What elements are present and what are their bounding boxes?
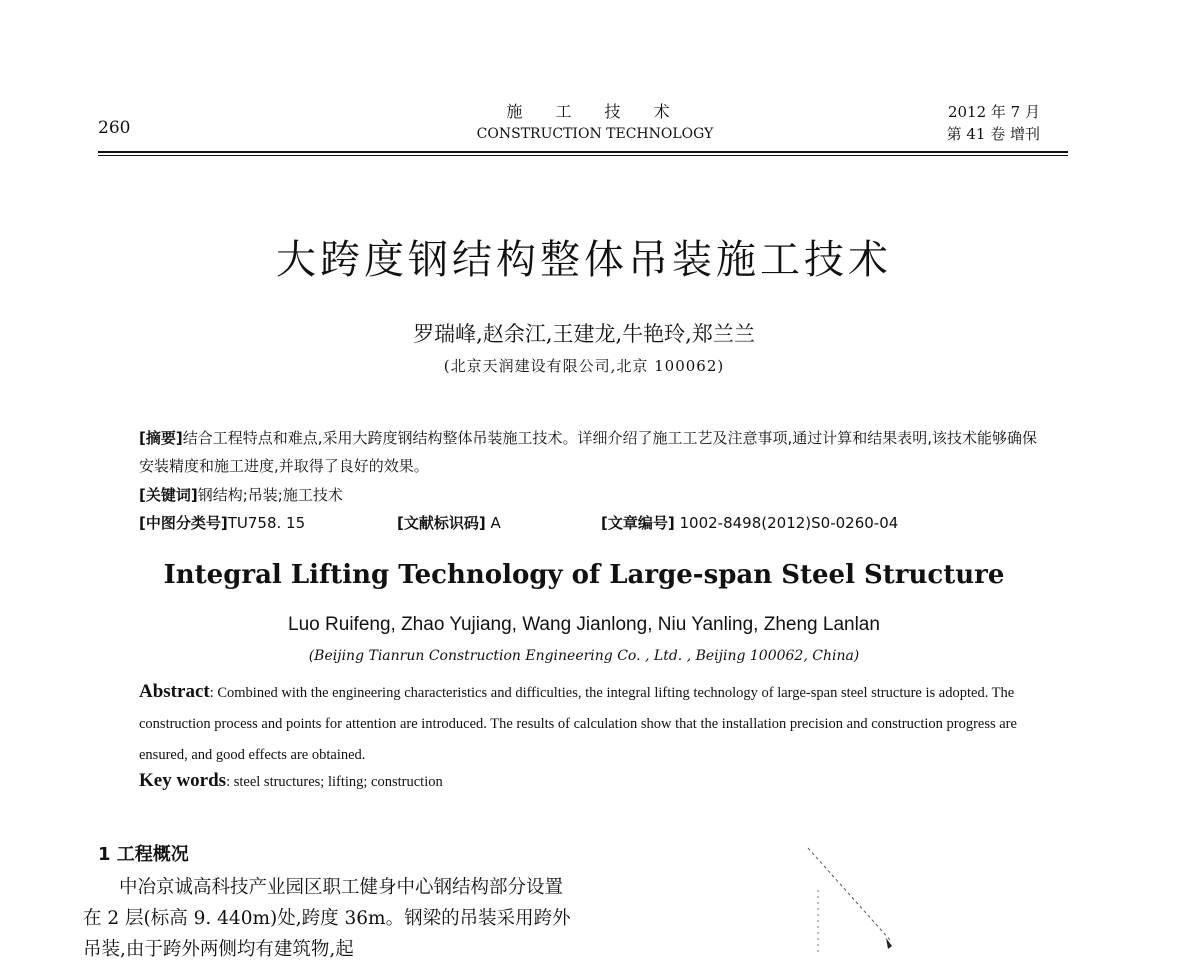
- abstract-en: [139, 676, 1039, 771]
- authors-en: Luo Ruifeng, Zhao Yujiang, Wang Jianlong, Niu Yanling, Zheng Lanlan: [288, 614, 880, 635]
- article-no-value: 1002-8498(2012)S0-0260-04: [679, 514, 899, 532]
- abstract-en-label: Abstract: [139, 681, 210, 702]
- affiliation-en: (Beijing Tianrun Construction Engineering Co. , Ltd. , Beijing 100062, China): [308, 648, 860, 664]
- header-rule-thin: [98, 155, 1068, 156]
- issue-info: [900, 101, 1040, 145]
- header-rule-thick: [98, 151, 1068, 153]
- authors-cn: 罗瑞峰,赵余江,王建龙,牛艳玲,郑兰兰: [413, 322, 755, 346]
- abstract-cn: [139, 424, 1039, 480]
- section-heading: 1 工程概况: [98, 844, 189, 865]
- figure-fragment: [790, 820, 930, 952]
- keywords-cn: [139, 484, 343, 505]
- abstract-cn-text: 结合工程特点和难点,采用大跨度钢结构整体吊装施工技术。详细介绍了施工工艺及注意事项,通过计算和结果表明,该技术能够确保安装精度和施工进度,并取得了良好的效果。: [139, 429, 1038, 475]
- section-paragraph: 中冶京诚高科技产业园区职工健身中心钢结构部分设置在 2 层(标高 9. 440m)处,跨度 36m。钢梁的吊装采用跨外吊装,由于跨外两侧均有建筑物,起: [83, 877, 571, 960]
- clc-label: [中图分类号]: [139, 514, 228, 532]
- clc-value: TU758. 15: [227, 514, 306, 532]
- page-number: 260: [98, 118, 131, 138]
- journal-header: [440, 101, 750, 145]
- abstract-en-text: : Combined with the engineering characteristics and difficulties, the integral lifting technology of large-span steel structure is adopted. The construction process and points for attention are introduced. The results of calculation show that the installation precision and construction progress are ensured, and good effects are obtained.: [139, 685, 1017, 763]
- doc-code-label: [文献标识码]: [397, 514, 486, 532]
- issue-date: 2012 年 7 月: [947, 103, 1040, 121]
- affiliation-cn: (北京天润建设有限公司,北京 100062): [443, 357, 725, 375]
- clc-field: [139, 512, 305, 533]
- figure-mark: [886, 938, 892, 949]
- article-no-field: [601, 512, 898, 533]
- journal-name-en: CONSTRUCTION TECHNOLOGY: [476, 126, 714, 142]
- article-title-en: Integral Lifting Technology of Large-span Steel Structure: [163, 560, 1005, 590]
- keywords-cn-label: [关键词]: [139, 486, 198, 504]
- journal-name-cn: 施 工 技 术: [506, 102, 684, 121]
- article-no-label: [文章编号]: [601, 514, 675, 532]
- keywords-en-label: Key words: [139, 770, 227, 791]
- issue-volume: 第 41 卷 增刊: [946, 125, 1040, 143]
- doc-code-field: [397, 512, 501, 533]
- figure-dashed-line: [808, 848, 890, 940]
- abstract-cn-label: [摘要]: [139, 429, 183, 447]
- article-title-cn: 大跨度钢结构整体吊装施工技术: [276, 237, 892, 283]
- doc-code-value: A: [490, 514, 501, 532]
- keywords-en: [139, 770, 443, 792]
- keywords-cn-text: 钢结构;吊装;施工技术: [197, 486, 343, 504]
- keywords-en-text: : steel structures; lifting; construction: [226, 774, 443, 790]
